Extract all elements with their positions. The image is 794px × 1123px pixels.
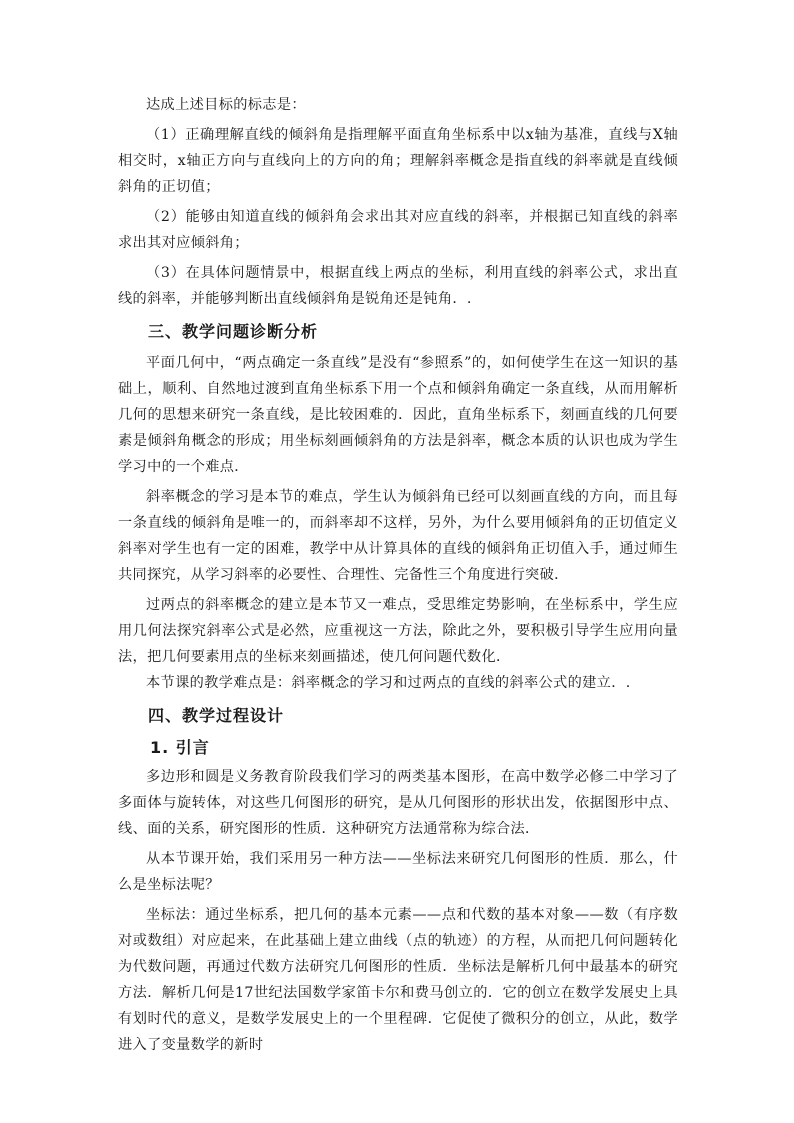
intro-line: 达成上述目标的标志是： [146,97,306,113]
section-3-paragraph-3: 过两点的斜率概念的建立是本节又一难点，受思维定势影响，在坐标系中，学生应用几何法探究斜率公式是必然，应重视这一方法，除此之外，要积极引导学生应用向量法，把几何要素用点的坐标来刻画描述，使几何问题代数化． [118,597,678,665]
document-page [118,92,678,1058]
section-4-paragraph-3: 坐标法：通过坐标系，把几何的基本元素——点和代数的基本对象——数（有序数对或数组）对应起来，在此基础上建立曲线（点的轨迹）的方程，从而把几何问题转化为代数问题，再通过代数方法研究几何图形的性质．坐标法是解析几何中最基本的研究方法．解析几何是17世纪法国数学家笛卡尔和费马创立的．它的创立在数学发展史上具有划时代的意义，是数学发展史上的一个里程碑．它促使了微积分的创立，从此，数学进入了变量数学的新时 [118,907,678,1053]
section-3-paragraph-2: 斜率概念的学习是本节的难点，学生认为倾斜角已经可以刻画直线的方向，而且每一条直线的倾斜角是唯一的，而斜率却不这样，另外，为什么要用倾斜角的正切值定义斜率对学生也有一定的困难，教学中从计算具体的直线的倾斜角正切值入手，通过师生共同探究，从学习斜率的必要性、合理性、完备性三个角度进行突破． [118,489,678,583]
section-4-paragraph-1: 多边形和圆是义务教育阶段我们学习的两类基本图形，在高中数学必修二中学习了多面体与旋转体，对这些几何图形的研究，是从几何图形的形状出发，依据图形中点、线、面的关系，研究图形的性质．这种研究方法通常称为综合法． [118,769,678,837]
goal-3: （3）在具体问题情景中，根据直线上两点的坐标，利用直线的斜率公式，求出直线的斜率，并能够判断出直线倾斜角是锐角还是钝角．. [118,265,678,307]
section-3-paragraph-1: 平面几何中，“两点确定一条直线”是没有“参照系”的，如何使学生在这一知识的基础上，顺利、自然地过渡到直角坐标系下用一个点和倾斜角确定一条直线，从而用解析几何的思想来研究一条直线，是比较困难的．因此，直角坐标系下，刻画直线的几何要素是倾斜角概念的形成；用坐标刻画倾斜角的方法是斜率，概念本质的认识也成为学生学习中的一个难点． [118,355,678,475]
section-3-heading: 三、教学问题诊断分析 [148,322,319,341]
section-4-paragraph-2: 从本节课开始，我们采用另一种方法——坐标法来研究几何图形的性质．那么，什么是坐标法呢？ [118,851,678,893]
goal-1: （1）正确理解直线的倾斜角是指理解平面直角坐标系中以x轴为基准，直线与X轴相交时，x轴正方向与直线向上的方向的角；理解斜率概念是指直线的斜率就是直线倾斜角的正切值； [118,127,678,195]
section-3-paragraph-4: 本节课的教学难点是：斜率概念的学习和过两点的直线的斜率公式的建立．. [146,675,631,691]
section-4-heading: 四、教学过程设计 [148,706,285,725]
goal-2: （2）能够由知道直线的倾斜角会求出其对应直线的斜率，并根据已知直线的斜率求出其对应倾斜角； [118,209,678,251]
section-4-subheading: 1. 引言 [150,738,210,757]
